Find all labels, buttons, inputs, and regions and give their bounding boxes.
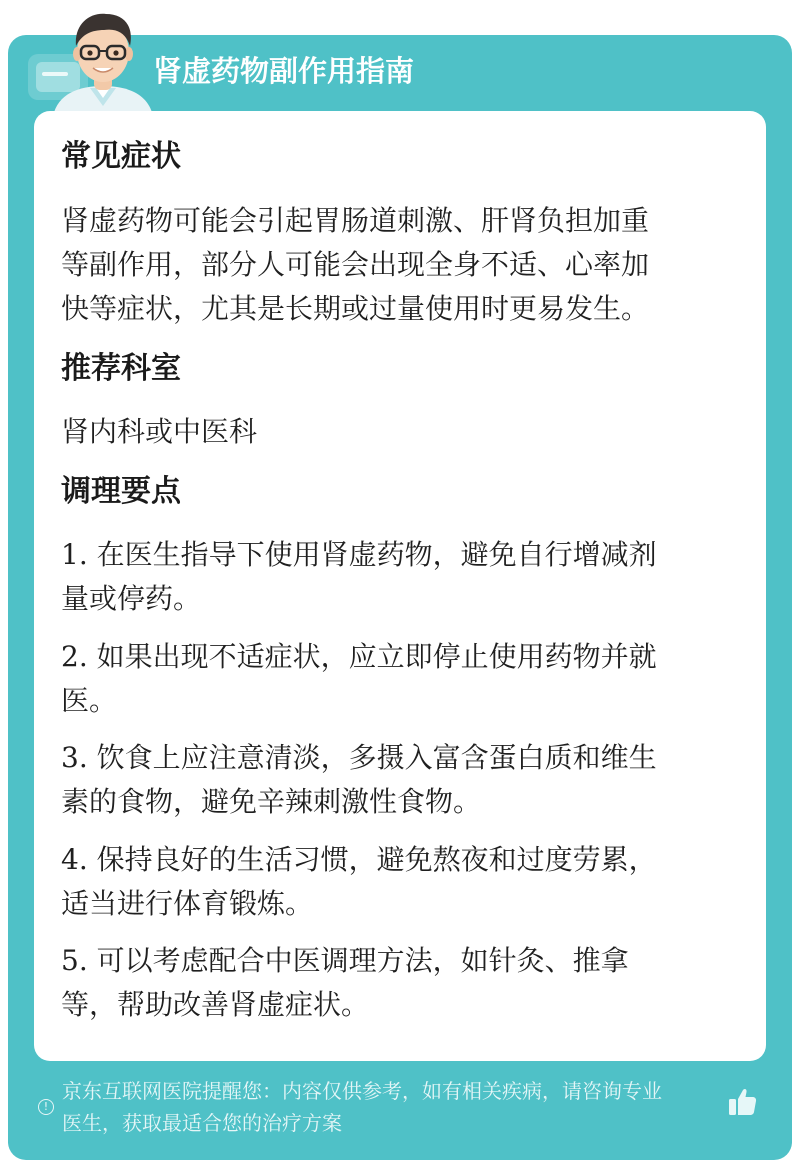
care-item (61, 533, 726, 621)
care-item-number: 1. (61, 538, 88, 571)
care-item-number: 5. (61, 944, 88, 977)
symptoms-line: 等副作用，部分人可能会出现全身不适、心率加 (61, 248, 650, 281)
symptoms-line: 快等症状，尤其是长期或过量使用时更易发生。 (61, 292, 650, 325)
section-title-symptoms: 常见症状 (61, 139, 181, 174)
care-item-number: 2. (61, 640, 88, 673)
care-item-text: 量或停药。 (61, 582, 202, 615)
care-item (61, 939, 726, 1027)
care-item-number: 3. (61, 741, 88, 774)
care-item (61, 635, 726, 723)
page-title: 肾虚药物副作用指南 (153, 54, 415, 88)
disclaimer-line: 医生，获取最适合您的治疗方案 (62, 1111, 342, 1135)
section-title-care: 调理要点 (61, 474, 181, 509)
doctor-avatar (48, 6, 158, 116)
care-item-text: 素的食物，避免辛辣刺激性食物。 (61, 785, 482, 818)
care-item-text: 可以考虑配合中医调理方法，如针灸、推拿 (96, 944, 629, 977)
disclaimer-line: 京东互联网医院提醒您：内容仅供参考，如有相关疾病，请咨询专业 (62, 1079, 662, 1103)
care-item-text: 在医生指导下使用肾虚药物，避免自行增减剂 (96, 538, 657, 571)
info-icon: ! (38, 1099, 54, 1115)
care-item-number: 4. (61, 843, 88, 876)
care-item-text: 保持良好的生活习惯，避免熬夜和过度劳累， (96, 843, 657, 876)
symptoms-text (61, 199, 726, 331)
care-item-text: 适当进行体育锻炼。 (61, 887, 314, 920)
care-item-text: 医。 (61, 684, 118, 717)
care-item-text: 如果出现不适症状，应立即停止使用药物并就 (96, 640, 657, 673)
care-item-text: 等，帮助改善肾虚症状。 (61, 988, 370, 1021)
disclaimer-footer (36, 1075, 766, 1145)
care-item-text: 饮食上应注意清淡，多摄入富含蛋白质和维生 (96, 741, 657, 774)
section-title-department: 推荐科室 (61, 351, 181, 386)
care-item (61, 838, 726, 926)
department-text: 肾内科或中医科 (61, 415, 258, 448)
disclaimer-text (62, 1075, 730, 1139)
symptoms-line: 肾虚药物可能会引起胃肠道刺激、肝肾负担加重 (61, 204, 650, 237)
thumbs-up-icon[interactable] (726, 1085, 760, 1119)
care-item (61, 736, 726, 824)
